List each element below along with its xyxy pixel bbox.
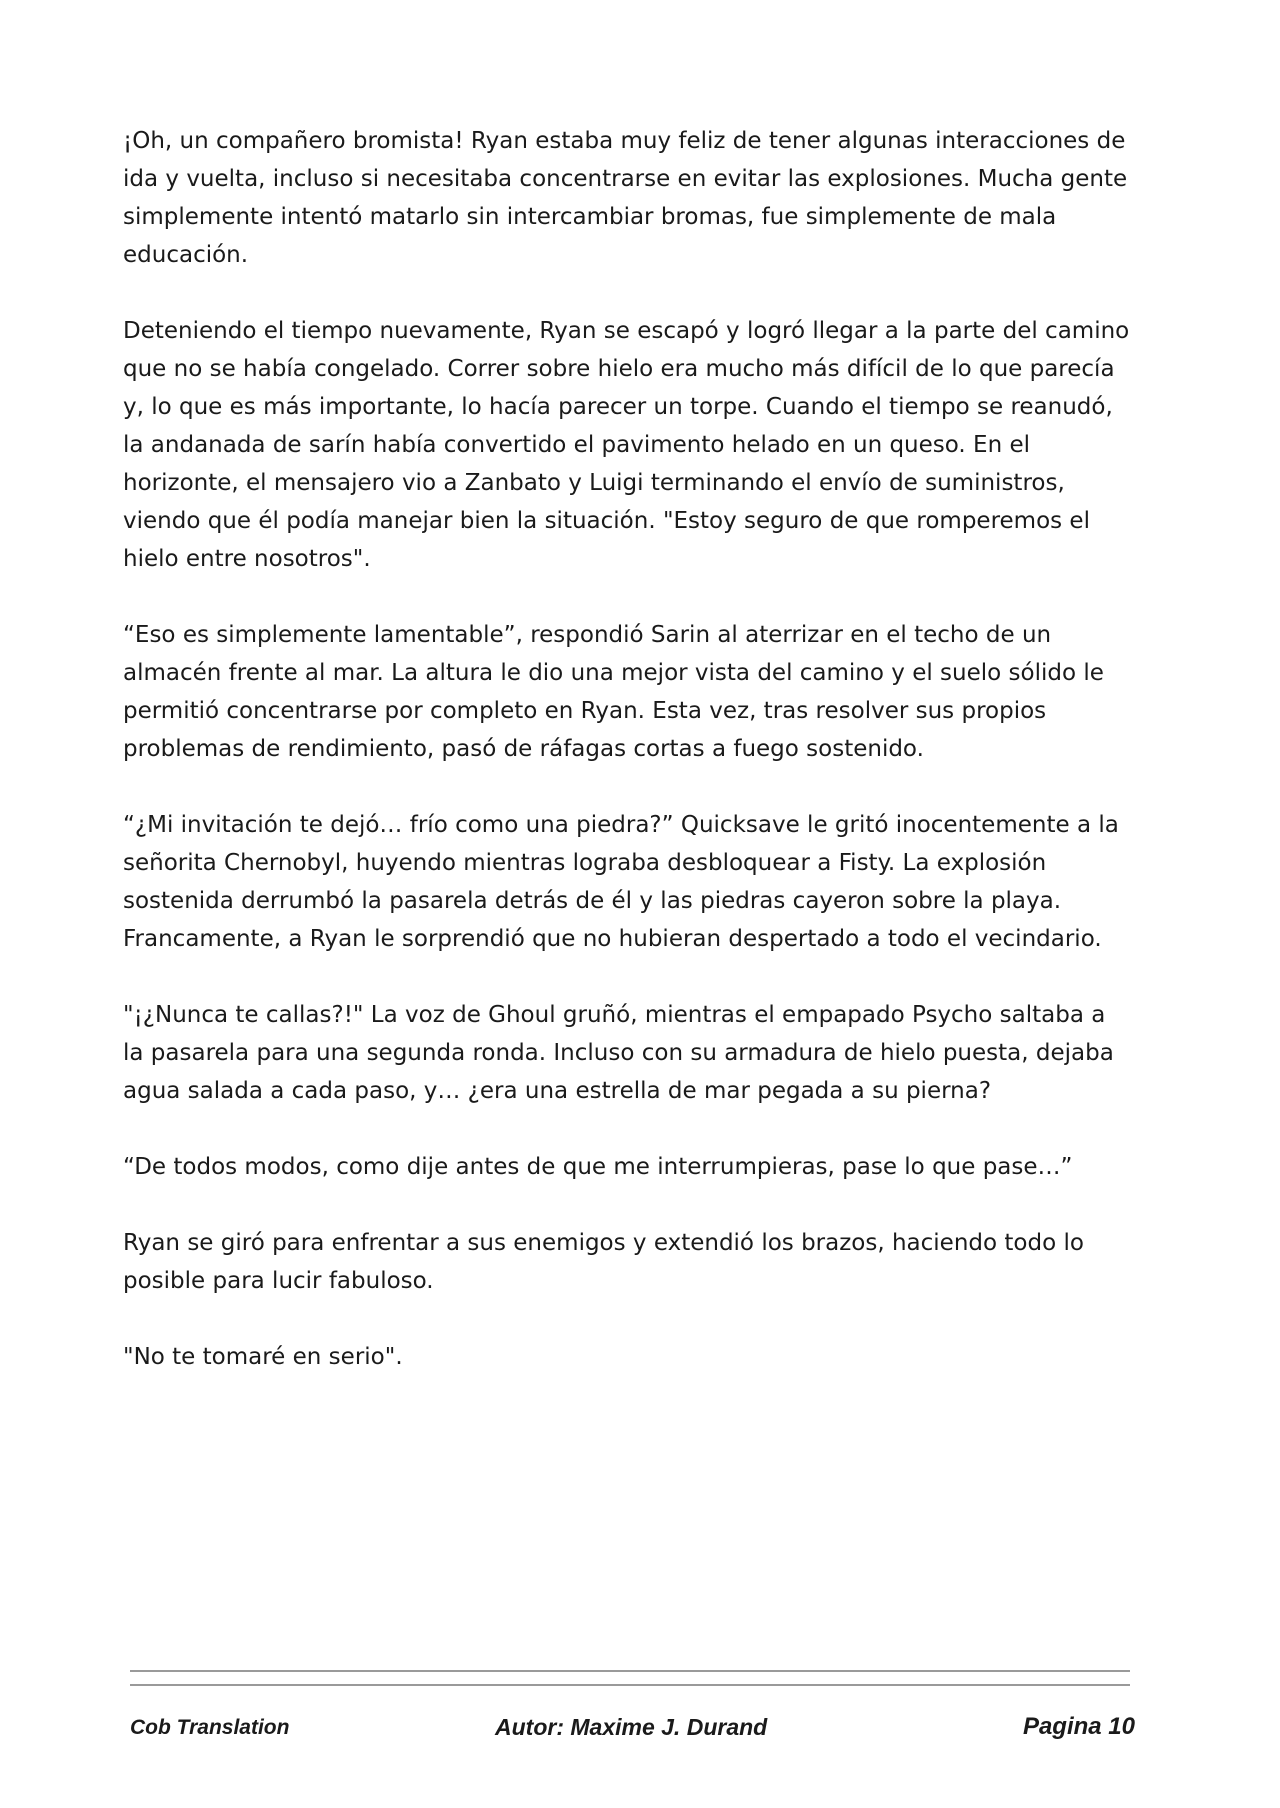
- footer-divider-top: [130, 1670, 1130, 1672]
- paragraph: "No te tomaré en serio".: [123, 1344, 403, 1370]
- paragraph: Deteniendo el tiempo nuevamente, Ryan se escapó y logró llegar a la parte del camino que no se había congelado. Correr sobre hielo era mucho más difícil de lo que parecía y, lo que es más importante, lo hacía parecer un torpe. Cuando el tiempo se reanudó, la andanada de sarín había convertido el pavimento helado en un queso. En el horizonte, el mensajero vio a Zanbato y Luigi terminando el envío de suministros, viendo que él podía manejar bien la situación. "Estoy seguro de que romperemos el hielo entre nosotros".: [123, 318, 1130, 572]
- footer-page-number: Pagina 10: [1022, 1713, 1135, 1740]
- paragraph: "¡¿Nunca te callas?!" La voz de Ghoul gruñó, mientras el empapado Psycho saltaba a la pasarela para una segunda ronda. Incluso con su armadura de hielo puesta, dejaba agua salada a cada paso, y… ¿era una estrella de mar pegada a su pierna?: [123, 1002, 1114, 1104]
- footer-author: Autor: Maxime J. Durand: [495, 1714, 768, 1740]
- footer-divider-bottom: [130, 1684, 1130, 1686]
- paragraph: ¡Oh, un compañero bromista! Ryan estaba muy feliz de tener algunas interacciones de ida y vuelta, incluso si necesitaba concentrarse en evitar las explosiones. Mucha gente simplemente intentó matarlo sin intercambiar bromas, fue simplemente de mala educación.: [123, 128, 1128, 268]
- page-footer: [130, 1712, 1135, 1748]
- body-text: [123, 122, 1133, 1414]
- paragraph: Ryan se giró para enfrentar a sus enemigos y extendió los brazos, haciendo todo lo posible para lucir fabuloso.: [123, 1230, 1084, 1294]
- footer-translator: Cob Translation: [130, 1716, 290, 1739]
- paragraph: “Eso es simplemente lamentable”, respondió Sarin al aterrizar en el techo de un almacén frente al mar. La altura le dio una mejor vista del camino y el suelo sólido le permitió concentrarse por completo en Ryan. Esta vez, tras resolver sus propios problemas de rendimiento, pasó de ráfagas cortas a fuego sostenido.: [123, 622, 1104, 762]
- paragraph: “¿Mi invitación te dejó… frío como una piedra?” Quicksave le gritó inocentemente a la señorita Chernobyl, huyendo mientras lograba desbloquear a Fisty. La explosión sostenida derrumbó la pasarela detrás de él y las piedras cayeron sobre la playa. Francamente, a Ryan le sorprendió que no hubieran despertado a todo el vecindario.: [123, 812, 1119, 952]
- paragraph: “De todos modos, como dije antes de que me interrumpieras, pase lo que pase…”: [123, 1154, 1073, 1180]
